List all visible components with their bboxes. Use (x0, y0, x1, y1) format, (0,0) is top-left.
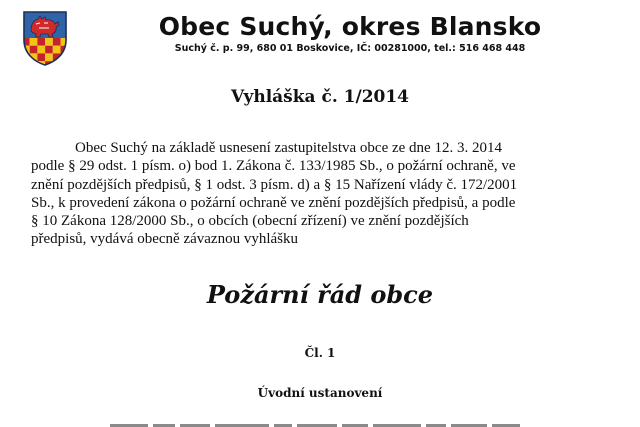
letterhead (140, 12, 560, 55)
document-title: Vyhláška č. 1/2014 (230, 87, 410, 107)
cropped-text-line (110, 420, 570, 427)
coat-of-arms-icon (22, 10, 68, 66)
preamble-line: podle § 29 odst. 1 písm. o) bod 1. Zákona č. 133/1985 Sb., o požární ochraně, ve (31, 158, 516, 175)
article-number: Čl. 1 (304, 346, 336, 360)
regulation-title: Požární řád obce (206, 280, 434, 309)
preamble-line: předpisů, vydává obecně závaznou vyhlášku (31, 231, 298, 248)
article-heading: Úvodní ustanovení (257, 386, 383, 400)
preamble-line: Sb., k provedení zákona o požární ochraně ve znění pozdějších předpisů, a podle (31, 194, 516, 211)
preamble-line: znění pozdějších předpisů, § 1 odst. 3 písm. d) a § 15 Nařízení vlády č. 172/2001 (31, 176, 518, 193)
municipality-address: Suchý č. p. 99, 680 01 Boskovice, IČ: 00281000, tel.: 516 468 448 (174, 43, 526, 54)
municipality-name: Obec Suchý, okres Blansko (158, 12, 542, 41)
preamble-paragraph (31, 139, 621, 249)
coat-of-arms-graphic (22, 10, 68, 66)
preamble-line: § 10 Zákona 128/2000 Sb., o obcích (obecní zřízení) ve znění pozdějších (31, 213, 469, 230)
preamble-line: Obec Suchý na základě usnesení zastupitelstva obce ze dne 12. 3. 2014 (75, 140, 502, 156)
